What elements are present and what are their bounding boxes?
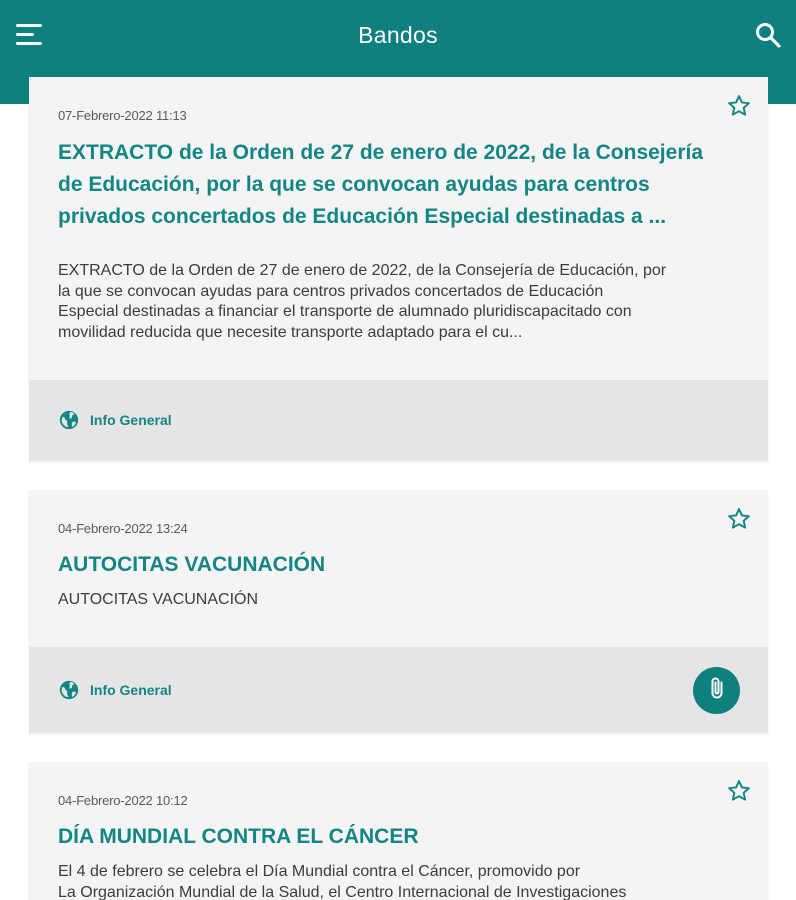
category-label: Info General: [90, 412, 172, 428]
post-footer: [29, 647, 768, 733]
post-excerpt: El 4 de febrero se celebra el Día Mundial contra el Cáncer, promovido por La Organización Mundial de la Salud, el Centro Internacional de Investigaciones: [58, 863, 627, 900]
post-footer: [29, 380, 768, 461]
favorite-star-icon[interactable]: [726, 506, 752, 532]
paperclip-icon: [705, 676, 729, 705]
page-title: Bandos: [358, 22, 438, 48]
category-tag[interactable]: [58, 679, 172, 701]
post-excerpt: AUTOCITAS VACUNACIÓN: [58, 591, 259, 608]
post-date: 07-Febrero-2022 11:13: [58, 108, 187, 123]
post-title[interactable]: DÍA MUNDIAL CONTRA EL CÁNCER: [58, 825, 419, 848]
category-label: Info General: [90, 682, 172, 698]
globe-icon: [58, 409, 80, 431]
post-card[interactable]: [29, 762, 768, 900]
post-excerpt: EXTRACTO de la Orden de 27 de enero de 2022, de la Consejería de Educación, por la que se convocan ayudas para centros privados concertados de Educación Especial destinadas a financiar el transporte de alumnado pluridiscapacitado con movilidad reducida que necesite transporte adaptado para el cu...: [58, 262, 667, 341]
post-title[interactable]: AUTOCITAS VACUNACIÓN: [58, 553, 326, 576]
favorite-star-icon[interactable]: [726, 778, 752, 804]
favorite-star-icon[interactable]: [726, 93, 752, 119]
post-date: 04-Febrero-2022 10:12: [58, 793, 188, 808]
bandos-feed: [29, 77, 768, 900]
post-card[interactable]: [29, 77, 768, 461]
search-icon[interactable]: [754, 21, 782, 49]
category-tag[interactable]: [58, 409, 172, 431]
post-date: 04-Febrero-2022 13:24: [58, 521, 188, 536]
post-card[interactable]: [29, 490, 768, 733]
attachment-button[interactable]: [693, 667, 740, 714]
globe-icon: [58, 679, 80, 701]
post-title[interactable]: EXTRACTO de la Orden de 27 de enero de 2022, de la Consejería de Educación, por la que se convocan ayudas para centros privados concertados de Educación Especial destinadas a ...: [58, 141, 704, 228]
